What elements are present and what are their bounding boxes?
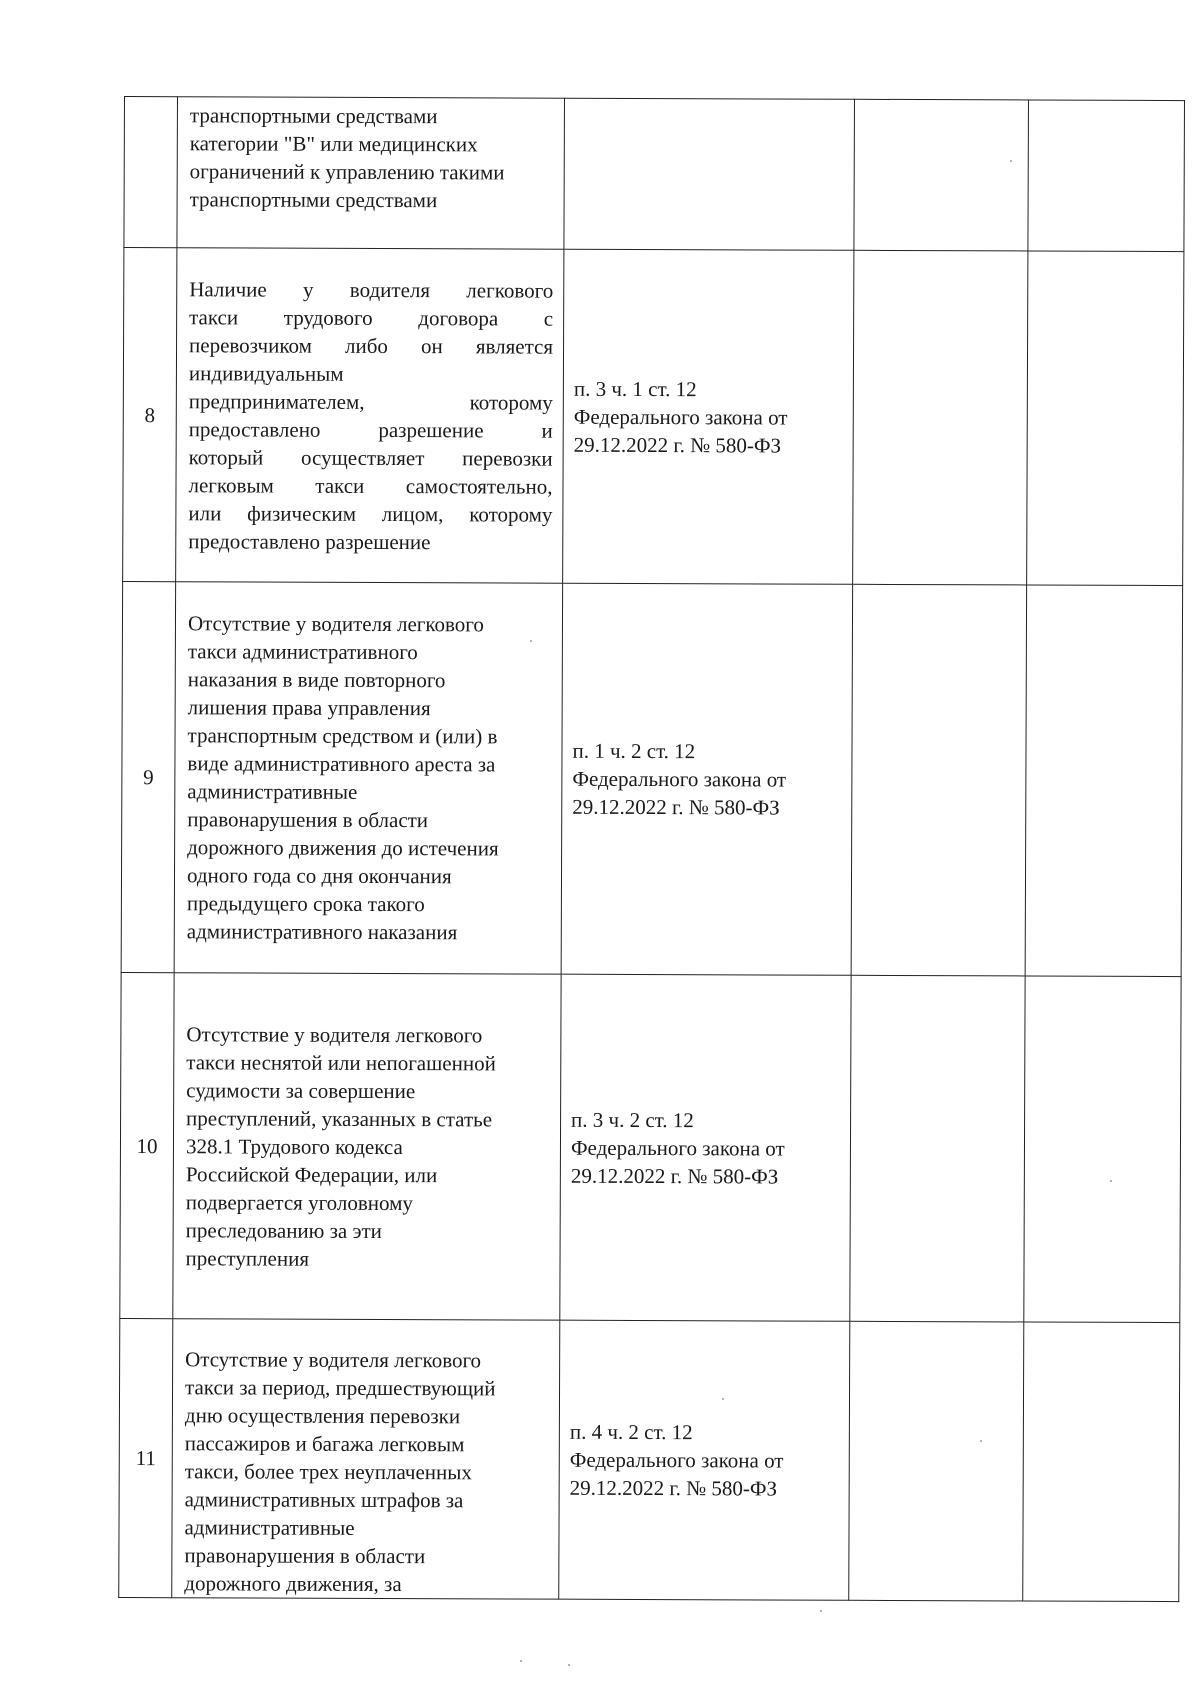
empty-cell [849,1321,1024,1601]
requirement-line: 328.1 Трудового кодекса [185,1133,403,1159]
row-number-cell: 9 [121,581,176,972]
requirement-line: судимости за совершение [186,1077,416,1103]
legal-reference [575,174,846,175]
requirement-line: Отсутствие у водителя легкового [185,1347,482,1373]
scan-speck [530,640,532,642]
requirement-line: подвергается уголовному [185,1189,413,1215]
requirement-line: индивидуальным [188,360,344,386]
requirement-line: преступления [185,1245,310,1271]
requirement-line: наказания в виде повторного [187,667,446,693]
legal-reference-cell [564,98,855,250]
requirement-line: административных штрафов за [184,1487,464,1513]
requirement-line: административные [184,1515,355,1540]
requirement-line: лишения права управления [187,695,431,721]
requirement-line: преступлений, указанных в статье [186,1105,493,1131]
row-number-cell: 10 [120,972,174,1318]
legal-reference-cell [561,583,852,975]
requirement-cell [172,1319,560,1599]
empty-cell [1027,251,1184,586]
requirement-line: предыдущего срока такого [186,891,425,917]
requirement-line: или физическим лицом, которому [188,500,553,527]
requirement-line: Отсутствие у водителя легкового [186,1021,483,1047]
requirement-line: Российской Федерации, или [185,1161,438,1187]
empty-cell [850,975,1025,1322]
checklist-table [118,96,1185,1602]
table-row [124,97,1185,252]
empty-cell [1025,585,1183,977]
scan-speck [820,1610,822,1612]
empty-cell [851,584,1027,976]
scan-speck [1110,1180,1112,1182]
requirement-line: перевозчиком либо он является [188,332,554,359]
requirement-line: административные [187,779,358,804]
requirement-line: виде административного ареста за [187,751,496,777]
row-number-cell [124,97,178,248]
scan-speck [568,1664,570,1666]
requirement-line: который осуществляет перевозки [188,444,553,471]
table-row [119,1318,1180,1601]
requirement-line: административного наказания [186,919,458,945]
requirement-line: преследованию за эти [185,1217,382,1243]
legal-reference-cell [559,1320,850,1600]
requirement-line: дорожного движения до истечения [187,835,499,861]
requirement-line: правонарушения в области [184,1543,426,1569]
requirement-line: дорожного движения, за [184,1571,402,1597]
scan-speck [520,1660,522,1662]
requirement-cell [174,582,562,974]
requirement-line: предоставлено разрешение [188,528,431,554]
table-row [123,248,1184,586]
table-row [121,581,1182,976]
empty-cell [1024,976,1181,1323]
scan-speck [980,1440,982,1442]
empty-cell [1028,100,1185,252]
row-number-cell: 11 [119,1318,173,1597]
requirement-line: такси трудового договора с [189,304,554,331]
requirement-line: легковым такси самостоятельно, [188,472,553,499]
requirement-line: ограничений к управлению такими [189,159,505,185]
empty-cell [854,99,1029,251]
requirement-line: Наличие у водителя легкового [189,276,554,303]
requirement-line: правонарушения в области [187,807,429,833]
requirement-line: одного года со дня окончания [186,863,452,889]
requirement-line: дню осуществления перевозки [184,1403,461,1429]
requirement-line: пассажиров и багажа легковым [184,1431,465,1457]
table-row [120,972,1181,1322]
requirement-cell [173,973,561,1320]
requirement-line: такси административного [187,639,418,665]
requirement-line: категории "B" или медицинских [189,131,478,157]
legal-reference-cell [563,249,854,584]
requirement-line: транспортным средством и (или) в [187,723,498,749]
requirement-line: транспортными средствами [189,103,438,129]
legal-reference: п. 3 ч. 2 ст. 12 Федерального закона от 29.12.2022 г. № 580-ФЗ [570,1107,785,1189]
requirement-line: такси за период, предшествующий [184,1375,496,1401]
legal-reference: п. 4 ч. 2 ст. 12 Федерального закона от 29.12.2022 г. № 580-ФЗ [569,1419,784,1501]
scan-speck [722,1398,724,1400]
requirement-cell [177,97,565,249]
legal-reference-cell [560,974,851,1321]
requirement-line: предоставлено разрешение и [188,416,553,443]
empty-cell [853,250,1028,585]
requirement-line: транспортными средствами [189,187,438,213]
legal-reference: п. 3 ч. 1 ст. 12 Федерального закона от 29.12.2022 г. № 580-ФЗ [573,376,788,458]
requirement-line: Отсутствие у водителя легкового [187,611,484,637]
legal-reference: п. 1 ч. 2 ст. 12 Федерального закона от 29.12.2022 г. № 580-ФЗ [572,738,787,820]
requirement-line: предпринимателем, которому [188,388,553,415]
requirement-cell [176,248,564,583]
requirement-line: такси, более трех неуплаченных [184,1459,472,1485]
empty-cell [1023,1322,1180,1602]
row-number-cell: 8 [123,248,177,582]
scan-speck [1010,160,1012,162]
requirement-line: такси неснятой или непогашенной [186,1049,496,1075]
